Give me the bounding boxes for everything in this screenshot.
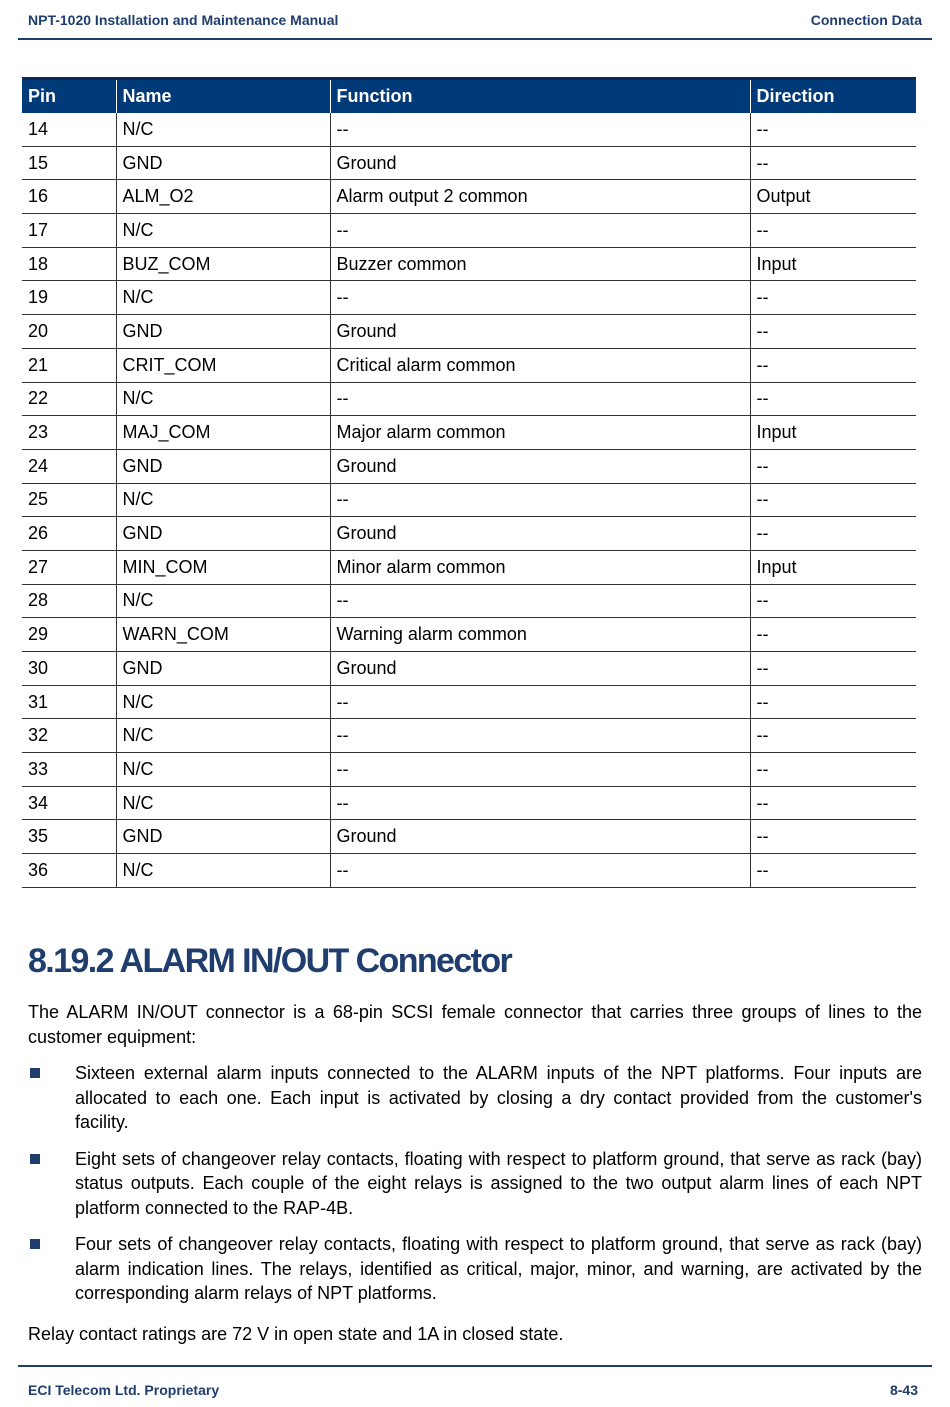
cell-direction: -- [750, 483, 916, 517]
cell-direction: Output [750, 180, 916, 214]
bullet-list [28, 1061, 922, 1318]
cell-function: Ground [330, 449, 750, 483]
cell-pin: 16 [22, 180, 116, 214]
square-bullet-icon [30, 1068, 40, 1078]
column-header-pin: Pin [22, 79, 116, 113]
cell-name: WARN_COM [116, 618, 330, 652]
cell-pin: 15 [22, 146, 116, 180]
list-item [28, 1061, 922, 1135]
cell-function: -- [330, 281, 750, 315]
section-heading: 8.19.2 ALARM IN/OUT Connector [28, 942, 512, 980]
cell-direction: -- [750, 584, 916, 618]
cell-pin: 29 [22, 618, 116, 652]
cell-pin: 19 [22, 281, 116, 315]
cell-pin: 25 [22, 483, 116, 517]
cell-name: N/C [116, 854, 330, 888]
table-row [22, 854, 916, 888]
cell-pin: 20 [22, 315, 116, 349]
table-row [22, 315, 916, 349]
cell-pin: 23 [22, 416, 116, 450]
cell-name: GND [116, 652, 330, 686]
cell-name: N/C [116, 753, 330, 787]
pinout-table [22, 77, 916, 888]
cell-pin: 36 [22, 854, 116, 888]
table-body [22, 113, 916, 888]
cell-name: N/C [116, 281, 330, 315]
table-row [22, 550, 916, 584]
page-header [18, 0, 932, 40]
company-proprietary: ECI Telecom Ltd. Proprietary [28, 1382, 220, 1398]
column-header-direction: Direction [750, 79, 916, 113]
list-item [28, 1147, 922, 1221]
table-header-row [22, 79, 916, 113]
table-row [22, 348, 916, 382]
cell-function: Ground [330, 146, 750, 180]
table-row [22, 214, 916, 248]
cell-direction: -- [750, 281, 916, 315]
cell-pin: 14 [22, 113, 116, 147]
cell-name: CRIT_COM [116, 348, 330, 382]
cell-pin: 32 [22, 719, 116, 753]
page-footer [18, 1365, 932, 1407]
cell-direction: -- [750, 146, 916, 180]
cell-function: -- [330, 382, 750, 416]
chapter-title: Connection Data [810, 12, 922, 28]
cell-direction: -- [750, 786, 916, 820]
page-number: 8-43 [889, 1382, 918, 1398]
cell-function: Ground [330, 517, 750, 551]
intro-paragraph: The ALARM IN/OUT connector is a 68-pin SCSI female connector that carries three groups of lines to the customer equipment: [28, 1002, 922, 1047]
cell-pin: 31 [22, 685, 116, 719]
cell-function: Major alarm common [330, 416, 750, 450]
cell-name: N/C [116, 786, 330, 820]
table-row [22, 281, 916, 315]
table-row [22, 146, 916, 180]
cell-name: N/C [116, 483, 330, 517]
cell-name: MAJ_COM [116, 416, 330, 450]
table-row [22, 685, 916, 719]
square-bullet-icon [30, 1239, 40, 1249]
manual-title: NPT-1020 Installation and Maintenance Manual [28, 12, 339, 28]
cell-name: BUZ_COM [116, 247, 330, 281]
cell-name: GND [116, 449, 330, 483]
cell-function: Minor alarm common [330, 550, 750, 584]
cell-direction: Input [750, 416, 916, 450]
cell-direction: Input [750, 247, 916, 281]
cell-pin: 17 [22, 214, 116, 248]
cell-function: -- [330, 685, 750, 719]
list-item [28, 1232, 922, 1306]
cell-function: -- [330, 719, 750, 753]
cell-pin: 24 [22, 449, 116, 483]
cell-pin: 35 [22, 820, 116, 854]
cell-name: GND [116, 315, 330, 349]
cell-function: -- [330, 214, 750, 248]
cell-function: Buzzer common [330, 247, 750, 281]
cell-name: N/C [116, 584, 330, 618]
table-row [22, 584, 916, 618]
cell-function: Ground [330, 315, 750, 349]
list-item-text: Four sets of changeover relay contacts, floating with respect to platform ground, that serve as rack (bay) alarm indication lines. The relays, identified as critical, major, minor, and warning, are activated by the corresponding alarm relays of NPT platforms. [75, 1234, 922, 1303]
cell-direction: -- [750, 382, 916, 416]
table-row [22, 382, 916, 416]
table-row [22, 517, 916, 551]
table-row [22, 618, 916, 652]
cell-direction: -- [750, 652, 916, 686]
cell-pin: 34 [22, 786, 116, 820]
table-row [22, 247, 916, 281]
cell-direction: -- [750, 113, 916, 147]
table-row [22, 416, 916, 450]
column-header-function: Function [330, 79, 750, 113]
cell-function: Ground [330, 652, 750, 686]
cell-function: -- [330, 854, 750, 888]
cell-function: Alarm output 2 common [330, 180, 750, 214]
table-row [22, 753, 916, 787]
cell-function: -- [330, 786, 750, 820]
cell-direction: -- [750, 449, 916, 483]
cell-pin: 28 [22, 584, 116, 618]
cell-function: Warning alarm common [330, 618, 750, 652]
table-row [22, 483, 916, 517]
cell-pin: 27 [22, 550, 116, 584]
closing-paragraph: Relay contact ratings are 72 V in open state and 1A in closed state. [28, 1324, 564, 1344]
table-row [22, 180, 916, 214]
table-row [22, 786, 916, 820]
cell-direction: -- [750, 214, 916, 248]
cell-name: GND [116, 146, 330, 180]
cell-pin: 18 [22, 247, 116, 281]
cell-direction: -- [750, 618, 916, 652]
cell-name: GND [116, 517, 330, 551]
cell-function: -- [330, 753, 750, 787]
table-row [22, 820, 916, 854]
cell-direction: -- [750, 753, 916, 787]
table-row [22, 113, 916, 147]
table-row [22, 719, 916, 753]
cell-direction: -- [750, 854, 916, 888]
table-row [22, 449, 916, 483]
cell-direction: -- [750, 348, 916, 382]
cell-direction: Input [750, 550, 916, 584]
cell-name: N/C [116, 719, 330, 753]
cell-function: -- [330, 584, 750, 618]
cell-function: -- [330, 113, 750, 147]
cell-name: N/C [116, 113, 330, 147]
cell-name: N/C [116, 214, 330, 248]
list-item-text: Sixteen external alarm inputs connected to the ALARM inputs of the NPT platforms. Four inputs are allocated to each one. Each input is activated by closing a dry contact provided from the customer's facility. [75, 1063, 922, 1132]
table-row [22, 652, 916, 686]
cell-pin: 22 [22, 382, 116, 416]
cell-direction: -- [750, 719, 916, 753]
list-item-text: Eight sets of changeover relay contacts, floating with respect to platform ground, that serve as rack (bay) status outputs. Each couple of the eight relays is assigned to the two output alarm lines of each NPT platform connected to the RAP-4B. [75, 1148, 922, 1218]
cell-name: N/C [116, 685, 330, 719]
cell-name: GND [116, 820, 330, 854]
cell-name: MIN_COM [116, 550, 330, 584]
cell-direction: -- [750, 685, 916, 719]
cell-pin: 30 [22, 652, 116, 686]
cell-pin: 33 [22, 753, 116, 787]
square-bullet-icon [30, 1154, 40, 1164]
cell-function: -- [330, 483, 750, 517]
cell-pin: 21 [22, 348, 116, 382]
cell-pin: 26 [22, 517, 116, 551]
cell-direction: -- [750, 820, 916, 854]
cell-name: ALM_O2 [116, 180, 330, 214]
column-header-name: Name [116, 79, 330, 113]
cell-function: Ground [330, 820, 750, 854]
cell-name: N/C [116, 382, 330, 416]
cell-function: Critical alarm common [330, 348, 750, 382]
cell-direction: -- [750, 517, 916, 551]
cell-direction: -- [750, 315, 916, 349]
